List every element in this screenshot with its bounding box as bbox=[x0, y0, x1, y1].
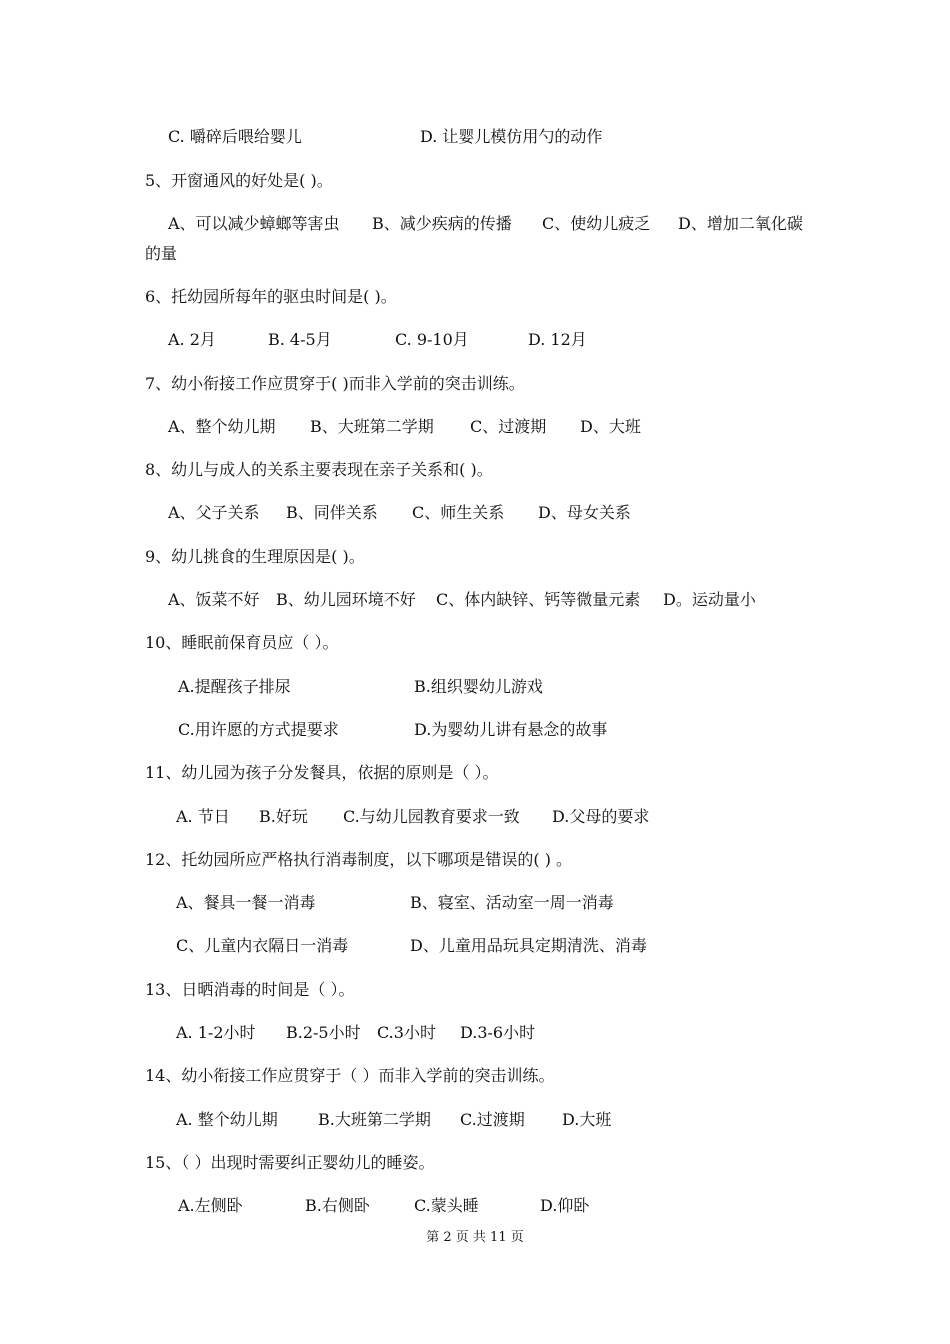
q9-option-c: C、体内缺锌、钙等微量元素 bbox=[436, 590, 641, 609]
q14-option-b: B.大班第二学期 bbox=[318, 1110, 431, 1129]
q15-option-b: B.右侧卧 bbox=[305, 1196, 370, 1215]
q9-option-b: B、幼儿园环境不好 bbox=[276, 590, 416, 609]
q9-option-d: D。运动量小 bbox=[663, 590, 756, 609]
q12-option-d: D、儿童用品玩具定期清洗、消毒 bbox=[410, 936, 647, 955]
q12-option-c: C、儿童内衣隔日一消毒 bbox=[176, 936, 349, 955]
q6-stem: 6、托幼园所每年的驱虫时间是( )。 bbox=[145, 287, 397, 306]
q7-stem: 7、幼小衔接工作应贯穿于( )而非入学前的突击训练。 bbox=[145, 374, 525, 393]
q7-option-b: B、大班第二学期 bbox=[310, 417, 434, 436]
q5-option-d: D、增加二氧化碳 bbox=[678, 214, 803, 233]
q12-option-b: B、寝室、活动室一周一消毒 bbox=[410, 893, 614, 912]
q5-option-b: B、减少疾病的传播 bbox=[372, 214, 512, 233]
q13-option-c: C.3小时 bbox=[377, 1023, 436, 1042]
q10-option-b: B.组织婴幼儿游戏 bbox=[414, 677, 543, 696]
q6-option-a: A. 2月 bbox=[168, 330, 216, 349]
q15-option-a: A.左侧卧 bbox=[178, 1196, 243, 1215]
q14-option-c: C.过渡期 bbox=[460, 1110, 525, 1129]
q9-stem: 9、幼儿挑食的生理原因是( )。 bbox=[145, 547, 365, 566]
q10-stem: 10、睡眠前保育员应（ ）。 bbox=[145, 633, 339, 652]
q15-option-c: C.蒙头睡 bbox=[414, 1196, 479, 1215]
q11-option-a: A. 节日 bbox=[176, 807, 230, 826]
q6-option-d: D. 12月 bbox=[528, 330, 587, 349]
q12-stem: 12、托幼园所应严格执行消毒制度，以下哪项是错误的( ) 。 bbox=[145, 850, 573, 869]
q11-option-c: C.与幼儿园教育要求一致 bbox=[343, 807, 520, 826]
q10-option-c: C.用许愿的方式提要求 bbox=[178, 720, 339, 739]
q7-option-d: D、大班 bbox=[580, 417, 641, 436]
q12-option-a: A、餐具一餐一消毒 bbox=[176, 893, 316, 912]
q10-option-a: A.提醒孩子排尿 bbox=[178, 677, 291, 696]
q11-option-b: B.好玩 bbox=[259, 807, 308, 826]
q13-option-a: A. 1-2小时 bbox=[176, 1023, 256, 1042]
q14-option-a: A. 整个幼儿期 bbox=[176, 1110, 278, 1129]
q8-option-d: D、母女关系 bbox=[538, 503, 631, 522]
page-number: 第 2 页 共 11 页 bbox=[426, 1230, 524, 1245]
q7-option-c: C、过渡期 bbox=[470, 417, 547, 436]
q13-stem: 13、日晒消毒的时间是（ ）。 bbox=[145, 980, 355, 999]
q11-option-d: D.父母的要求 bbox=[552, 807, 650, 826]
q6-option-c: C. 9-10月 bbox=[395, 330, 469, 349]
q4-option-c: C. 嚼碎后喂给婴儿 bbox=[168, 127, 302, 146]
q11-stem: 11、幼儿园为孩子分发餐具，依据的原则是（ ）。 bbox=[145, 763, 499, 782]
q9-option-a: A、饭菜不好 bbox=[168, 590, 260, 609]
q14-option-d: D.大班 bbox=[562, 1110, 612, 1129]
q8-option-c: C、师生关系 bbox=[412, 503, 505, 522]
q4-option-d: D. 让婴儿模仿用勺的动作 bbox=[420, 127, 603, 146]
q13-option-b: B.2-5小时 bbox=[286, 1023, 361, 1042]
q15-option-d: D.仰卧 bbox=[540, 1196, 590, 1215]
q8-option-a: A、父子关系 bbox=[168, 503, 260, 522]
q8-stem: 8、幼儿与成人的关系主要表现在亲子关系和( )。 bbox=[145, 460, 493, 479]
q5-option-d-wrap: 的量 bbox=[145, 244, 178, 263]
q15-stem: 15、（ ）出现时需要纠正婴幼儿的睡姿。 bbox=[145, 1153, 435, 1172]
q14-stem: 14、幼小衔接工作应贯穿于（ ）而非入学前的突击训练。 bbox=[145, 1066, 555, 1085]
q7-option-a: A、整个幼儿期 bbox=[168, 417, 276, 436]
q5-option-a: A、可以减少蟑螂等害虫 bbox=[168, 214, 340, 233]
q10-option-d: D.为婴幼儿讲有悬念的故事 bbox=[414, 720, 608, 739]
q5-stem: 5、开窗通风的好处是( )。 bbox=[145, 171, 333, 190]
q13-option-d: D.3-6小时 bbox=[460, 1023, 536, 1042]
q8-option-b: B、同伴关系 bbox=[286, 503, 378, 522]
q5-option-c: C、使幼儿疲乏 bbox=[542, 214, 651, 233]
q6-option-b: B. 4-5月 bbox=[268, 330, 332, 349]
